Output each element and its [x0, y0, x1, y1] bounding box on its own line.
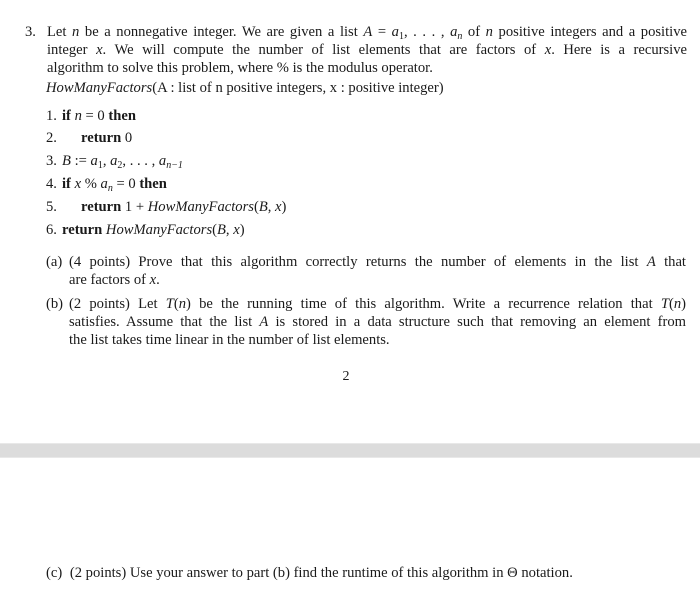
text-run: =: [372, 24, 392, 40]
text-run: ): [239, 222, 245, 238]
line-number: 4.: [46, 176, 57, 192]
text-run: n−1: [166, 160, 183, 171]
text-run: n: [74, 108, 82, 124]
text-run: :=: [70, 153, 91, 169]
text-run: if: [62, 108, 75, 124]
text-run: ,: [267, 199, 276, 215]
line-number: 3.: [46, 153, 57, 169]
text-run: a: [100, 176, 108, 192]
subpart-line: [69, 271, 686, 289]
text-run: n: [457, 31, 463, 41]
intro-line: [47, 23, 687, 41]
text-run: return: [81, 130, 125, 146]
text-run: (: [668, 296, 674, 312]
function-name: HowManyFactors: [46, 80, 153, 96]
text-run: .: [156, 272, 160, 288]
problem-number: 3.: [25, 24, 36, 40]
text-run: = 0: [81, 108, 109, 124]
text-run: ): [281, 199, 287, 215]
text-run: T: [660, 296, 669, 312]
text-run: x: [544, 42, 552, 58]
text-run: n: [485, 24, 493, 40]
text-run: of: [462, 24, 486, 40]
text-run: then: [108, 108, 136, 124]
text-run: the list takes time linear in the number of list elements.: [69, 332, 390, 348]
text-run: = 0: [112, 176, 140, 192]
algorithm-line: [46, 152, 183, 170]
text-run: B: [258, 199, 268, 215]
text-run: ): [681, 296, 686, 312]
text-run: A: [363, 24, 373, 40]
text-run: 0: [124, 130, 133, 146]
text-run: (: [212, 222, 217, 238]
text-run: a: [90, 153, 98, 169]
text-run: a: [110, 153, 118, 169]
text-run: integer: [47, 42, 97, 58]
subpart-c: [46, 564, 573, 582]
function-params: (A : list of n positive integers, x : positive integer): [152, 80, 444, 96]
text-run: 2: [117, 160, 123, 171]
text-run: a: [450, 24, 458, 40]
line-number: 6.: [46, 222, 57, 238]
text-run: A: [646, 254, 656, 270]
text-run: n: [72, 24, 80, 40]
text-run: HowManyFactors: [147, 199, 254, 215]
algorithm-line: [46, 198, 286, 216]
text-run: (2 points) Let: [69, 296, 166, 312]
text-run: return: [62, 222, 106, 238]
text-run: , . . . ,: [122, 153, 159, 169]
text-run: B: [217, 222, 226, 238]
text-run: if: [62, 176, 75, 192]
text-run: x: [149, 272, 157, 288]
text-run: satisfies. Assume that the list: [69, 314, 260, 330]
text-run: (: [253, 199, 259, 215]
text-run: positive integers and a positive: [492, 24, 687, 40]
text-run: be a nonnegative integer. We are given a list: [79, 24, 364, 40]
text-run: n: [673, 296, 682, 312]
text-run: %: [81, 176, 101, 192]
text-run: ,: [102, 153, 111, 169]
text-run: a: [391, 24, 399, 40]
text-run: x: [96, 42, 103, 58]
problem-intro: [47, 23, 687, 77]
line-number: 1.: [46, 108, 57, 124]
text-run: x: [74, 176, 82, 192]
page-number: 2: [342, 369, 350, 384]
subpart-line: [69, 331, 686, 349]
intro-line: [47, 59, 687, 77]
text-run: x: [275, 199, 282, 215]
text-run: return: [81, 199, 125, 215]
text-run: n: [107, 183, 113, 194]
text-run: Let: [47, 24, 73, 40]
text-run: n: [178, 296, 187, 312]
text-run: (4 points) Prove that this algorithm correctly returns the number of elements in the list: [69, 254, 647, 270]
intro-line: [47, 41, 687, 59]
text-run: ,: [225, 222, 234, 238]
text-run: , . . . ,: [403, 24, 451, 40]
text-run: 1 +: [124, 199, 148, 215]
text-run: T: [165, 296, 174, 312]
text-run: 1: [398, 31, 404, 41]
text-run: (: [173, 296, 179, 312]
algorithm-line: [46, 221, 245, 239]
text-run: A: [259, 314, 269, 330]
algorithm-line: [46, 107, 136, 125]
line-number: 2.: [46, 130, 57, 146]
subpart-label: (a): [46, 254, 63, 270]
algorithm-line: [46, 129, 132, 147]
text-run: a: [158, 153, 167, 169]
subpart-label: (b): [46, 296, 64, 312]
text-run: . We will compute the number of list elements that are factors of: [102, 42, 545, 58]
subpart-c-text: (2 points) Use your answer to part (b) find the runtime of this algorithm in Θ notation.: [69, 565, 573, 581]
page-separator: [0, 443, 700, 458]
subpart-c-label: (c): [46, 565, 63, 581]
text-run: are factors of: [69, 272, 150, 288]
text-run: HowManyFactors: [105, 222, 213, 238]
algorithm-signature: [46, 79, 444, 97]
text-run: ) be the running time of this algorithm. Write a recurrence relation that: [186, 296, 661, 312]
text-run: B: [62, 153, 71, 169]
text-run: algorithm to solve this problem, where % is the modulus operator.: [47, 60, 433, 76]
text-run: is stored in a data structure such that removing an element from: [268, 314, 686, 330]
subpart-line: [69, 313, 686, 331]
algorithm-line: [46, 175, 167, 193]
text-run: that: [655, 254, 686, 270]
text-run: 1: [97, 160, 103, 171]
text-run: then: [139, 176, 167, 192]
text-run: . Here is a recursive: [551, 42, 687, 58]
subpart-line: [69, 295, 686, 313]
line-number: 5.: [46, 199, 57, 215]
subpart-line: [69, 253, 686, 271]
text-run: x: [233, 222, 240, 238]
